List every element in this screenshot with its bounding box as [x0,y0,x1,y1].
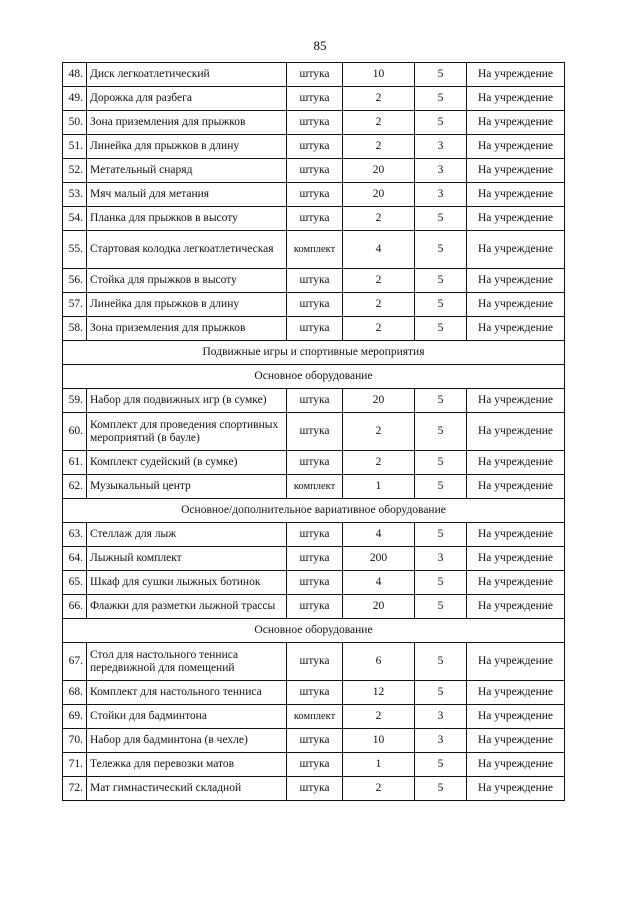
item-service-life: 5 [415,523,467,547]
item-assignment: На учреждение [467,547,565,571]
item-assignment: На учреждение [467,705,565,729]
item-service-life: 5 [415,595,467,619]
item-quantity: 4 [343,523,415,547]
table-row [63,87,565,111]
table-row [63,777,565,801]
item-assignment: На учреждение [467,207,565,231]
item-service-life: 3 [415,183,467,207]
item-quantity: 10 [343,729,415,753]
item-number: 62. [63,475,87,499]
item-quantity: 200 [343,547,415,571]
item-assignment: На учреждение [467,413,565,451]
item-quantity: 6 [343,643,415,681]
item-service-life: 5 [415,571,467,595]
item-quantity: 2 [343,87,415,111]
item-quantity: 20 [343,595,415,619]
item-service-life: 3 [415,547,467,571]
item-service-life: 5 [415,753,467,777]
item-number: 69. [63,705,87,729]
item-unit: штука [287,451,343,475]
item-assignment: На учреждение [467,269,565,293]
table-row [63,389,565,413]
item-quantity: 4 [343,571,415,595]
table-row [63,159,565,183]
item-service-life: 3 [415,705,467,729]
item-quantity: 2 [343,777,415,801]
item-assignment: На учреждение [467,111,565,135]
item-number: 67. [63,643,87,681]
table-row [63,317,565,341]
item-unit: штука [287,269,343,293]
table-row [63,413,565,451]
item-quantity: 10 [343,63,415,87]
item-service-life: 5 [415,111,467,135]
item-name: Планка для прыжков в высоту [87,207,287,231]
item-unit: штука [287,159,343,183]
item-number: 57. [63,293,87,317]
item-number: 70. [63,729,87,753]
item-assignment: На учреждение [467,729,565,753]
item-name: Стол для настольного тенниса передвижной для помещений [87,643,287,681]
item-assignment: На учреждение [467,183,565,207]
item-unit: штука [287,777,343,801]
table-row [63,63,565,87]
item-unit: комплект [287,231,343,269]
item-number: 56. [63,269,87,293]
item-unit: штука [287,643,343,681]
item-service-life: 5 [415,231,467,269]
item-unit: комплект [287,475,343,499]
item-name: Комплект судейский (в сумке) [87,451,287,475]
item-service-life: 3 [415,135,467,159]
item-quantity: 2 [343,705,415,729]
item-unit: штука [287,389,343,413]
item-number: 49. [63,87,87,111]
table-row [63,705,565,729]
table-row [63,681,565,705]
item-assignment: На учреждение [467,63,565,87]
item-number: 52. [63,159,87,183]
item-name: Диск легкоатлетический [87,63,287,87]
item-name: Флажки для разметки лыжной трассы [87,595,287,619]
item-name: Стойка для прыжков в высоту [87,269,287,293]
table-row [63,523,565,547]
item-service-life: 5 [415,63,467,87]
section-title: Основное/дополнительное вариативное оборудование [63,499,565,523]
item-assignment: На учреждение [467,87,565,111]
item-unit: штука [287,681,343,705]
item-assignment: На учреждение [467,389,565,413]
item-number: 53. [63,183,87,207]
item-name: Лыжный комплект [87,547,287,571]
item-number: 72. [63,777,87,801]
item-name: Метательный снаряд [87,159,287,183]
item-name: Комплект для проведения спортивных мероприятий (в бауле) [87,413,287,451]
item-unit: комплект [287,705,343,729]
item-unit: штука [287,595,343,619]
table-row [63,269,565,293]
item-name: Комплект для настольного тенниса [87,681,287,705]
item-name: Набор для бадминтона (в чехле) [87,729,287,753]
item-number: 61. [63,451,87,475]
item-quantity: 2 [343,135,415,159]
item-name: Набор для подвижных игр (в сумке) [87,389,287,413]
item-unit: штука [287,523,343,547]
item-unit: штука [287,207,343,231]
item-service-life: 5 [415,681,467,705]
item-number: 64. [63,547,87,571]
item-number: 50. [63,111,87,135]
item-service-life: 5 [415,317,467,341]
item-quantity: 12 [343,681,415,705]
item-assignment: На учреждение [467,681,565,705]
section-title: Подвижные игры и спортивные мероприятия [63,341,565,365]
table-row [63,571,565,595]
table-row [63,753,565,777]
item-number: 51. [63,135,87,159]
item-service-life: 5 [415,451,467,475]
item-name: Мяч малый для метания [87,183,287,207]
item-number: 48. [63,63,87,87]
table-row [63,547,565,571]
item-number: 65. [63,571,87,595]
item-unit: штука [287,729,343,753]
item-assignment: На учреждение [467,159,565,183]
section-header-row [63,619,565,643]
table-row [63,111,565,135]
item-assignment: На учреждение [467,643,565,681]
item-assignment: На учреждение [467,595,565,619]
item-number: 60. [63,413,87,451]
item-service-life: 5 [415,777,467,801]
item-assignment: На учреждение [467,135,565,159]
table-row [63,451,565,475]
equipment-table [62,62,565,801]
page-number: 85 [313,38,327,53]
item-service-life: 3 [415,159,467,183]
item-name: Шкаф для сушки лыжных ботинок [87,571,287,595]
item-number: 63. [63,523,87,547]
item-unit: штука [287,571,343,595]
item-name: Линейка для прыжков в длину [87,293,287,317]
item-name: Стартовая колодка легкоатлетическая [87,231,287,269]
item-quantity: 2 [343,111,415,135]
item-service-life: 5 [415,87,467,111]
item-assignment: На учреждение [467,451,565,475]
item-unit: штука [287,547,343,571]
item-quantity: 1 [343,475,415,499]
item-quantity: 2 [343,293,415,317]
item-unit: штука [287,111,343,135]
item-number: 58. [63,317,87,341]
item-assignment: На учреждение [467,475,565,499]
item-name: Линейка для прыжков в длину [87,135,287,159]
item-unit: штука [287,317,343,341]
table-row [63,207,565,231]
table-row [63,729,565,753]
item-name: Дорожка для разбега [87,87,287,111]
item-service-life: 3 [415,729,467,753]
item-unit: штука [287,293,343,317]
item-name: Стеллаж для лыж [87,523,287,547]
item-name: Музыкальный центр [87,475,287,499]
item-assignment: На учреждение [467,231,565,269]
section-header-row [63,341,565,365]
table-row [63,643,565,681]
table-row [63,475,565,499]
item-service-life: 5 [415,293,467,317]
item-quantity: 20 [343,183,415,207]
item-assignment: На учреждение [467,317,565,341]
item-unit: штука [287,135,343,159]
item-quantity: 2 [343,317,415,341]
item-unit: штука [287,183,343,207]
item-quantity: 4 [343,231,415,269]
item-name: Стойки для бадминтона [87,705,287,729]
table-row [63,595,565,619]
item-service-life: 5 [415,643,467,681]
section-header-row [63,499,565,523]
item-assignment: На учреждение [467,293,565,317]
item-quantity: 2 [343,269,415,293]
item-assignment: На учреждение [467,523,565,547]
item-assignment: На учреждение [467,753,565,777]
item-assignment: На учреждение [467,571,565,595]
item-quantity: 2 [343,451,415,475]
table-row [63,293,565,317]
item-number: 54. [63,207,87,231]
item-unit: штука [287,413,343,451]
table-row [63,183,565,207]
item-number: 55. [63,231,87,269]
section-header-row [63,365,565,389]
item-number: 66. [63,595,87,619]
item-quantity: 2 [343,207,415,231]
section-title: Основное оборудование [63,619,565,643]
section-title: Основное оборудование [63,365,565,389]
item-name: Зона приземления для прыжков [87,317,287,341]
item-service-life: 5 [415,475,467,499]
item-assignment: На учреждение [467,777,565,801]
item-unit: штука [287,87,343,111]
item-number: 68. [63,681,87,705]
item-name: Мат гимнастический складной [87,777,287,801]
item-service-life: 5 [415,413,467,451]
item-quantity: 1 [343,753,415,777]
item-service-life: 5 [415,207,467,231]
item-service-life: 5 [415,269,467,293]
item-name: Зона приземления для прыжков [87,111,287,135]
item-quantity: 20 [343,159,415,183]
item-quantity: 2 [343,413,415,451]
item-unit: штука [287,753,343,777]
table-row [63,135,565,159]
table-row [63,231,565,269]
item-service-life: 5 [415,389,467,413]
item-name: Тележка для перевозки матов [87,753,287,777]
item-number: 59. [63,389,87,413]
item-number: 71. [63,753,87,777]
item-unit: штука [287,63,343,87]
item-quantity: 20 [343,389,415,413]
